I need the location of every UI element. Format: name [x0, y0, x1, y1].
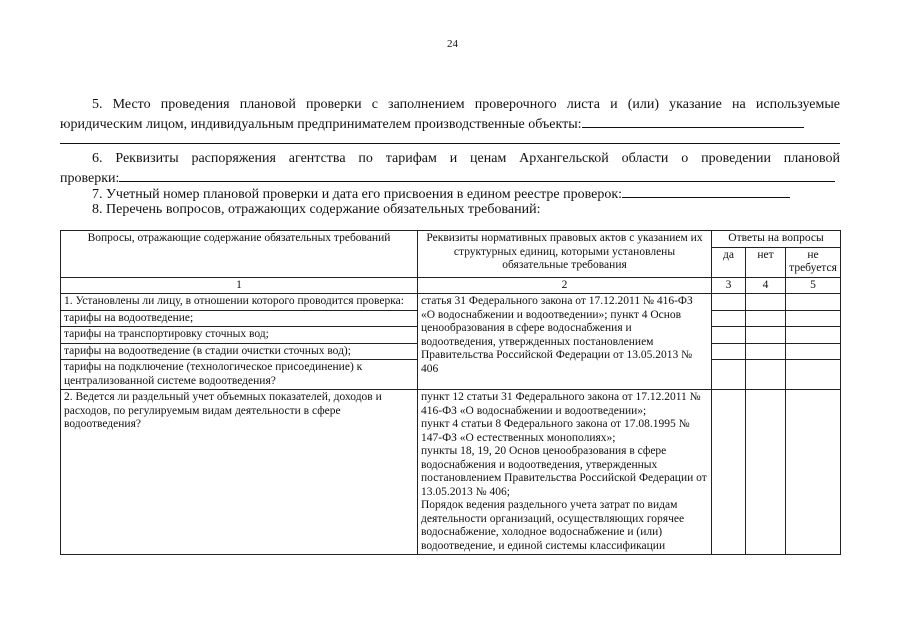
header-no: нет: [746, 247, 786, 277]
answer-yes-cell[interactable]: [712, 327, 746, 344]
row1-sub-item: тарифы на водоотведение (в стадии очистки сточных вод);: [61, 343, 418, 360]
item-5-blank-line: [60, 143, 840, 144]
column-number: 1: [61, 277, 418, 294]
answer-yes-cell[interactable]: [712, 343, 746, 360]
answer-no-cell[interactable]: [746, 327, 786, 344]
item-5-blank: [582, 114, 804, 128]
answer-yes-cell[interactable]: [712, 310, 746, 327]
header-acts: Реквизиты нормативных правовых актов с указанием их структурных единиц, которыми установлены обязательные требования: [418, 231, 712, 278]
answer-not-required-cell[interactable]: [786, 360, 841, 390]
answer-not-required-cell[interactable]: [786, 343, 841, 360]
column-number: 5: [786, 277, 841, 294]
item-7-text: 7. Учетный номер плановой проверки и дата его присвоения в едином реестре проверок:: [92, 187, 623, 202]
item-6-line-2-text: проверки:: [60, 171, 120, 186]
column-number: 4: [746, 277, 786, 294]
item-5-line-2-text: юридическим лицом, индивидуальным предпринимателем производственные объекты:: [60, 117, 582, 132]
item-5-line-2: [60, 114, 804, 134]
row2-act: пункты 18, 19, 20 Основ ценообразования в сфере водоснабжения и водоотведения, утвержденных постановлением Правительства Российской Федерации от 13.05.2013 № 406;: [421, 445, 707, 498]
answer-no-cell[interactable]: [746, 360, 786, 390]
item-6-blank: [119, 168, 835, 182]
answer-no-cell[interactable]: [746, 310, 786, 327]
row2-act: Порядок ведения раздельного учета затрат по видам деятельности организаций, осуществляющих горячее водоснабжение, холодное водоснабжение и (или) водоотведение, и единой системы классификации: [421, 499, 685, 552]
answer-no-cell[interactable]: [746, 343, 786, 360]
column-number-row: [61, 277, 841, 294]
header-not-required: не требуется: [786, 247, 841, 277]
column-number: 2: [418, 277, 712, 294]
header-answers: Ответы на вопросы: [712, 231, 841, 248]
page-number: 24: [447, 38, 458, 50]
answer-not-required-cell[interactable]: [786, 390, 841, 555]
answer-not-required-cell[interactable]: [786, 327, 841, 344]
answer-yes-cell[interactable]: [712, 390, 746, 555]
table-row: [61, 294, 841, 311]
header-questions: Вопросы, отражающие содержание обязательных требований: [61, 231, 418, 278]
item-8: 8. Перечень вопросов, отражающих содержание обязательных требований:: [92, 202, 541, 217]
table-row: [61, 390, 841, 555]
row2-acts: [418, 390, 712, 555]
answer-not-required-cell[interactable]: [786, 310, 841, 327]
answer-yes-cell[interactable]: [712, 294, 746, 311]
row1-sub-item: тарифы на водоотведение;: [61, 310, 418, 327]
answer-not-required-cell[interactable]: [786, 294, 841, 311]
row1-sub-item: тарифы на транспортировку сточных вод;: [61, 327, 418, 344]
row2-question: 2. Ведется ли раздельный учет объемных показателей, доходов и расходов, по регулируемым видам деятельности в сфере водоотведения?: [61, 390, 418, 555]
item-5-line-1: 5. Место проведения плановой проверки с заполнением проверочного листа и (или) указание на используемые: [92, 97, 840, 112]
answer-no-cell[interactable]: [746, 390, 786, 555]
header-yes: да: [712, 247, 746, 277]
requirements-table: [60, 230, 841, 555]
row2-act: пункт 12 статьи 31 Федерального закона от 17.12.2011 № 416-ФЗ «О водоснабжении и водоотведении»;: [421, 391, 701, 417]
column-number: 3: [712, 277, 746, 294]
row2-act: пункт 4 статьи 8 Федерального закона от 17.08.1995 № 147-ФЗ «О естественных монополиях»;: [421, 418, 690, 444]
item-7-blank: [622, 184, 790, 198]
row1-sub-item: тарифы на подключение (технологическое присоединение) к централизованной системе водоотведения?: [61, 360, 418, 390]
item-6-line-1: 6. Реквизиты распоряжения агентства по тарифам и ценам Архангельской области о проведении плановой: [92, 151, 840, 166]
answer-yes-cell[interactable]: [712, 360, 746, 390]
row1-acts: статья 31 Федерального закона от 17.12.2011 № 416-ФЗ «О водоснабжении и водоотведении»; пункт 4 Основ ценообразования в сфере водоснабжения и водоотведения, утвержденных постановлением Правительства Российской Федерации от 13.05.2013 № 406: [418, 294, 712, 390]
answer-no-cell[interactable]: [746, 294, 786, 311]
row1-question: 1. Установлены ли лицу, в отношении которого проводится проверка:: [61, 294, 418, 311]
